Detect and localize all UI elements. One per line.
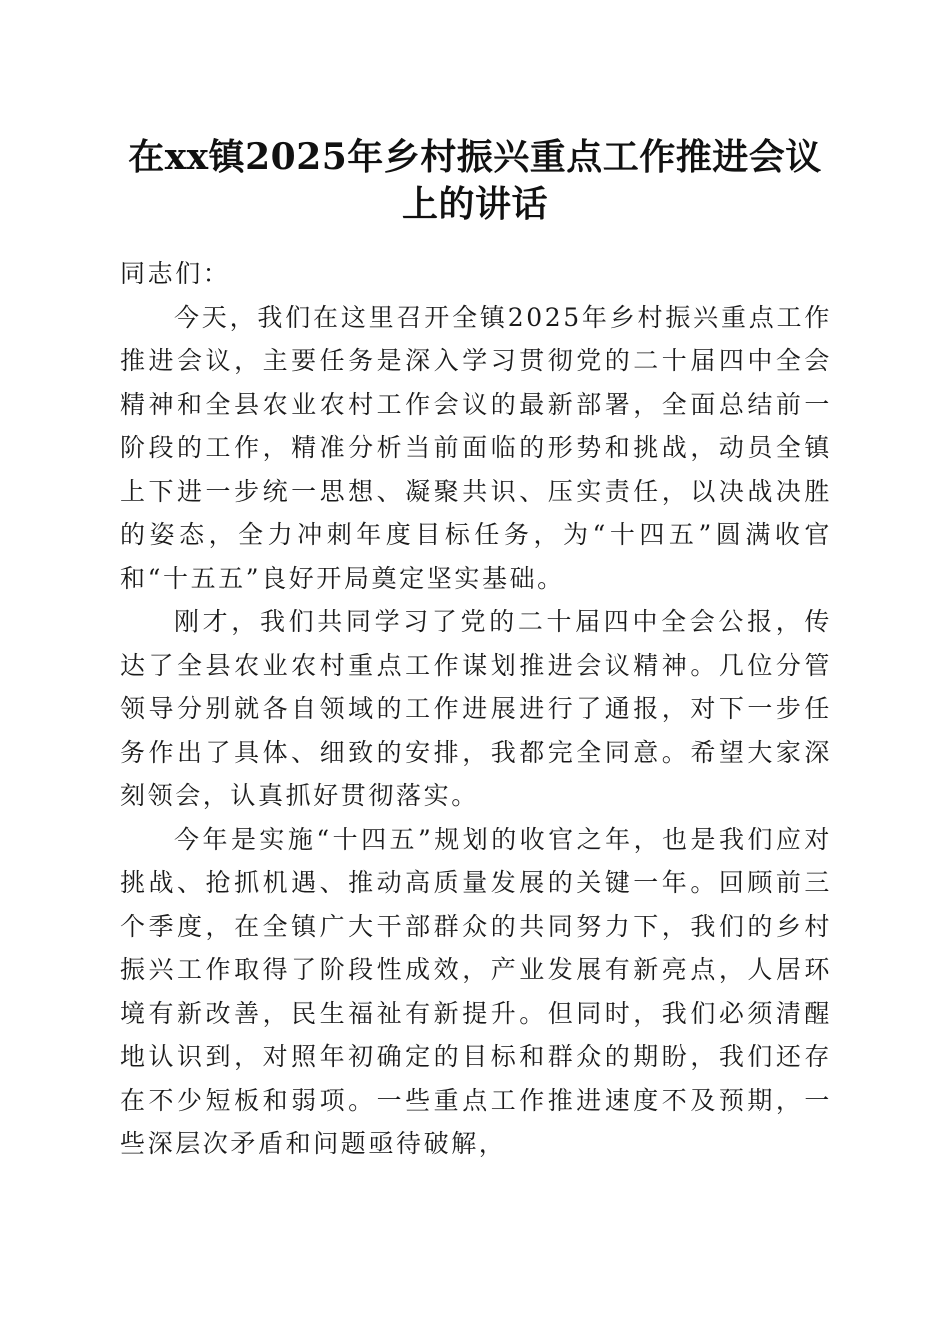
document-body [120, 252, 832, 1166]
paragraph-1: 今天，我们在这里召开全镇2025年乡村振兴重点工作推进会议，主要任务是深入学习贯彻党的二十届四中全会精神和全县农业农村工作会议的最新部署，全面总结前一阶段的工作，精准分析当前面临的形势和挑战，动员全镇上下进一步统一思想、凝聚共识、压实责任，以决战决胜的姿态，全力冲刺年度目标任务，为“十四五”圆满收官和“十五五”良好开局奠定坚实基础。 [120, 302, 832, 593]
paragraph-2: 刚才，我们共同学习了党的二十届四中全会公报，传达了全县农业农村重点工作谋划推进会议精神。几位分管领导分别就各自领域的工作进展进行了通报，对下一步任务作出了具体、细致的安排，我都完全同意。希望大家深刻领会，认真抓好贯彻落实。 [120, 607, 832, 810]
document-title: 在xx镇2025年乡村振兴重点工作推进会议上的讲话 [128, 136, 822, 225]
paragraph-3: 今年是实施“十四五”规划的收官之年，也是我们应对挑战、抢抓机遇、推动高质量发展的关键一年。回顾前三个季度，在全镇广大干部群众的共同努力下，我们的乡村振兴工作取得了阶段性成效，产业发展有新亮点，人居环境有新改善，民生福祉有新提升。但同时，我们必须清醒地认识到，对照年初确定的目标和群众的期盼，我们还存在不少短板和弱项。一些重点工作推进速度不及预期，一些深层次矛盾和问题亟待破解， [120, 824, 832, 1158]
salutation: 同志们： [120, 259, 231, 288]
